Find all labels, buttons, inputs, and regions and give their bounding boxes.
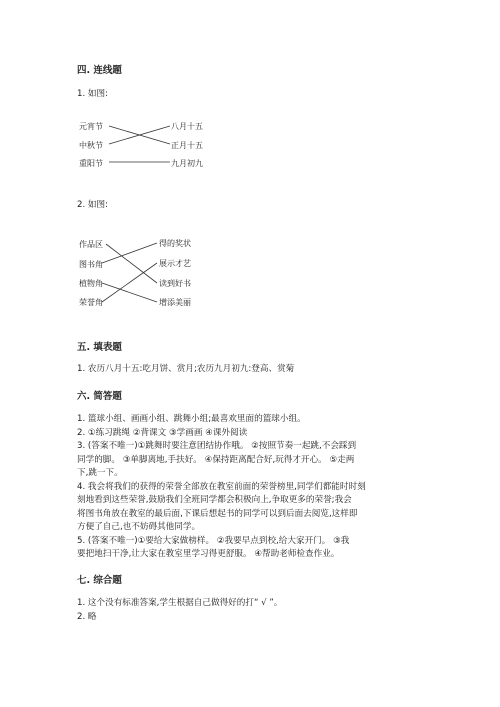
match2-right-4: 增添美丽 <box>159 298 191 307</box>
connector-2-3 <box>102 283 157 302</box>
match1-right-2: 正月十五 <box>171 141 203 150</box>
s6-line-2: 2. ①练习跳绳 ②背课文 ③学画画 ④课外阅读 <box>77 428 248 438</box>
question-1-label: 1. 如图: <box>77 89 109 99</box>
s6-line-1: 1. 篮球小组、画画小组、跳舞小组;最喜欢里面的篮球小组。 <box>77 414 306 424</box>
section-4-title: 四. 连线题 <box>77 65 122 76</box>
s6-line-3: 3. (答案不唯一)①跳舞时要注意团结协作哦。 ②按照节奏一起跳,不会踩到 <box>77 441 357 451</box>
match2-right-2: 展示才艺 <box>159 259 191 268</box>
s6-line-11: 要把地扫干净,让大家在教室里学习得更舒服。 ④帮助老师检查作业。 <box>77 549 340 559</box>
section-7-answer-2: 2. 略 <box>77 612 97 622</box>
s6-line-8: 将图书角放在教室的最后面,下课后想起书的同学可以到后面去阅览,这样即 <box>77 509 358 519</box>
match2-left-2: 图书角 <box>79 260 103 269</box>
match1-left-3: 重阳节 <box>79 159 103 168</box>
s6-line-7: 刻地看到这些荣誉,鼓励我们全班同学都会积极向上,争取更多的荣誉;我会 <box>77 495 352 505</box>
connector-2-4 <box>102 263 157 302</box>
section-5-answer: 1. 农历八月十五:吃月饼、赏月;农历九月初九:登高、赏菊 <box>77 364 295 374</box>
section-6-title: 六. 简答题 <box>77 391 122 402</box>
match2-left-3: 植物角 <box>79 279 103 288</box>
s6-line-9: 方便了自己,也不妨碍其他同学。 <box>77 522 201 532</box>
match2-left-1: 作品区 <box>79 240 103 249</box>
section-5-title: 五. 填表题 <box>77 342 122 353</box>
match1-right-3: 九月初九 <box>171 159 203 168</box>
connector-2-1 <box>106 244 157 283</box>
connector-2-2 <box>102 243 157 263</box>
match2-right-3: 读到好书 <box>159 279 191 288</box>
match1-right-1: 八月十五 <box>171 122 203 131</box>
s6-line-5: 下,跳一下。 <box>77 468 123 478</box>
section-7-answer-1: 1. 这个没有标准答案,学生根据自己做得好的打“ √ ”。 <box>77 598 283 608</box>
match2-right-1: 得的奖状 <box>159 239 191 248</box>
s6-line-6: 4. 我会将我们的获得的荣誉全部放在教室前面的荣誉榜里,同学们都能时时刻 <box>77 482 366 492</box>
s6-line-4: 同学的脚。 ③单脚离地,手扶好。 ④保持距离配合好,玩得才开心。 ⑤走两 <box>77 455 355 465</box>
match2-left-4: 荣誉角 <box>79 298 103 307</box>
question-2-label: 2. 如图: <box>77 200 109 210</box>
match1-left-1: 元宵节 <box>79 122 103 131</box>
match1-left-2: 中秋节 <box>79 141 103 150</box>
s6-line-10: 5. (答案不唯一)①要给大家做榜样。 ②我要早点到校,给大家开门。 ③我 <box>77 536 350 546</box>
section-7-title: 七. 综合题 <box>77 575 122 586</box>
